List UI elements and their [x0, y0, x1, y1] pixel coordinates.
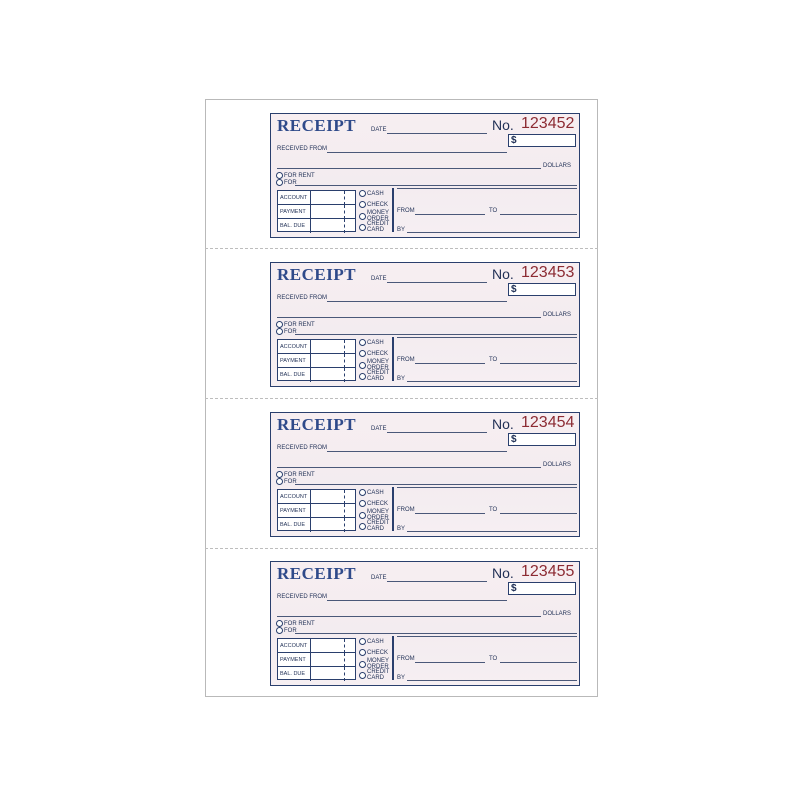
- money-order-radio[interactable]: [359, 213, 366, 220]
- for-rent-radio[interactable]: [276, 471, 283, 478]
- for-label: FOR: [284, 329, 297, 335]
- receipt-number: 123453: [521, 264, 575, 281]
- bal-due-row[interactable]: [278, 368, 355, 382]
- from-line[interactable]: [415, 214, 485, 215]
- receipt-title: RECEIPT: [277, 415, 357, 434]
- to-line[interactable]: [500, 662, 577, 663]
- for-label: FOR: [284, 479, 297, 485]
- cash-radio[interactable]: [359, 339, 366, 346]
- bal-due-row[interactable]: [278, 219, 355, 233]
- to-label: TO: [489, 357, 498, 363]
- bal-due-label: BAL. DUE: [280, 223, 306, 229]
- by-label: BY: [397, 227, 406, 233]
- upper-line: [397, 487, 577, 488]
- date-label: DATE: [371, 276, 387, 282]
- payment-row[interactable]: [278, 354, 355, 368]
- by-line[interactable]: [407, 531, 577, 532]
- dollar-sign: $: [511, 284, 517, 295]
- by-label: BY: [397, 526, 406, 532]
- dollars-line[interactable]: [277, 168, 541, 169]
- date-line[interactable]: [387, 581, 487, 582]
- from-line[interactable]: [415, 363, 485, 364]
- money-order-radio[interactable]: [359, 512, 366, 519]
- amount-field[interactable]: [508, 582, 576, 595]
- credit-card-radio[interactable]: [359, 672, 366, 679]
- to-line[interactable]: [500, 214, 577, 215]
- credit-card-radio[interactable]: [359, 224, 366, 231]
- dollars-label: DOLLARS: [543, 611, 572, 617]
- money-order-radio[interactable]: [359, 661, 366, 668]
- bal-due-label: BAL. DUE: [280, 522, 306, 528]
- date-label: DATE: [371, 575, 387, 581]
- check-label: CHECK: [367, 501, 389, 507]
- dollars-label: DOLLARS: [543, 163, 572, 169]
- dollars-label: DOLLARS: [543, 312, 572, 318]
- for-radio[interactable]: [276, 328, 283, 335]
- credit-card-label: CREDIT CARD: [367, 669, 390, 681]
- by-label: BY: [397, 376, 406, 382]
- check-radio[interactable]: [359, 350, 366, 357]
- check-radio[interactable]: [359, 201, 366, 208]
- cash-label: CASH: [367, 191, 384, 197]
- for-rent-radio[interactable]: [276, 620, 283, 627]
- for-label: FOR: [284, 180, 297, 186]
- by-line[interactable]: [407, 680, 577, 681]
- account-label: ACCOUNT: [280, 643, 308, 649]
- date-line[interactable]: [387, 133, 487, 134]
- received-from-label: RECEIVED FROM: [277, 445, 328, 451]
- receipt-number-label: No.: [492, 565, 514, 581]
- payment-row[interactable]: [278, 205, 355, 219]
- received-from-line[interactable]: [327, 600, 507, 601]
- dollars-line[interactable]: [277, 467, 541, 468]
- receipt-form: [270, 113, 580, 238]
- account-label: ACCOUNT: [280, 195, 308, 201]
- upper-line: [397, 337, 577, 338]
- to-line[interactable]: [500, 363, 577, 364]
- account-table: [277, 190, 356, 232]
- divider-bar: [392, 188, 394, 232]
- dollar-sign: $: [511, 135, 517, 146]
- received-from-line[interactable]: [327, 301, 507, 302]
- for-radio[interactable]: [276, 627, 283, 634]
- money-order-radio[interactable]: [359, 362, 366, 369]
- perforation-line: [205, 248, 598, 249]
- receipt-number: 123455: [521, 563, 575, 580]
- account-table: [277, 339, 356, 381]
- received-from-label: RECEIVED FROM: [277, 146, 328, 152]
- by-label: BY: [397, 675, 406, 681]
- bal-due-row[interactable]: [278, 518, 355, 532]
- to-line[interactable]: [500, 513, 577, 514]
- for-line[interactable]: [295, 484, 577, 485]
- for-line[interactable]: [295, 334, 577, 335]
- money-order-label: MONEY ORDER: [367, 509, 389, 521]
- payment-label: PAYMENT: [280, 209, 306, 215]
- receipt-form: [270, 412, 580, 537]
- cash-label: CASH: [367, 340, 384, 346]
- from-label: FROM: [397, 357, 415, 363]
- cash-radio[interactable]: [359, 638, 366, 645]
- payment-label: PAYMENT: [280, 508, 306, 514]
- bal-due-row[interactable]: [278, 667, 355, 681]
- account-table: [277, 489, 356, 531]
- for-radio[interactable]: [276, 179, 283, 186]
- amount-field[interactable]: [508, 433, 576, 446]
- from-label: FROM: [397, 208, 415, 214]
- for-rent-radio[interactable]: [276, 321, 283, 328]
- from-line[interactable]: [415, 662, 485, 663]
- date-label: DATE: [371, 426, 387, 432]
- account-row[interactable]: [278, 191, 355, 205]
- account-row[interactable]: [278, 490, 355, 504]
- date-line[interactable]: [387, 282, 487, 283]
- payment-label: PAYMENT: [280, 358, 306, 364]
- receipt-number-label: No.: [492, 416, 514, 432]
- credit-card-radio[interactable]: [359, 523, 366, 530]
- for-rent-label: FOR RENT: [284, 621, 315, 627]
- check-label: CHECK: [367, 650, 389, 656]
- cash-radio[interactable]: [359, 190, 366, 197]
- credit-card-radio[interactable]: [359, 373, 366, 380]
- dollars-line[interactable]: [277, 616, 541, 617]
- payment-row[interactable]: [278, 504, 355, 518]
- receipt-number: 123454: [521, 414, 575, 431]
- to-label: TO: [489, 507, 498, 513]
- from-line[interactable]: [415, 513, 485, 514]
- received-from-line[interactable]: [327, 152, 507, 153]
- for-rent-label: FOR RENT: [284, 173, 315, 179]
- account-row[interactable]: [278, 639, 355, 653]
- received-from-line[interactable]: [327, 451, 507, 452]
- receipt-number: 123452: [521, 115, 575, 132]
- for-line[interactable]: [295, 185, 577, 186]
- account-row[interactable]: [278, 340, 355, 354]
- perforation-line: [205, 398, 598, 399]
- for-rent-label: FOR RENT: [284, 472, 315, 478]
- bal-due-label: BAL. DUE: [280, 671, 306, 677]
- dollar-sign: $: [511, 434, 517, 445]
- dollar-sign: $: [511, 583, 517, 594]
- credit-card-label: CREDIT CARD: [367, 221, 390, 233]
- receipt-title: RECEIPT: [277, 564, 357, 583]
- for-rent-label: FOR RENT: [284, 322, 315, 328]
- cash-label: CASH: [367, 490, 384, 496]
- money-order-label: MONEY ORDER: [367, 210, 389, 222]
- receipt-form: [270, 262, 580, 387]
- cash-label: CASH: [367, 639, 384, 645]
- date-label: DATE: [371, 127, 387, 133]
- dollars-line[interactable]: [277, 317, 541, 318]
- upper-line: [397, 188, 577, 189]
- check-label: CHECK: [367, 351, 389, 357]
- money-order-label: MONEY ORDER: [367, 359, 389, 371]
- amount-field[interactable]: [508, 134, 576, 147]
- receipt-form: [270, 561, 580, 686]
- divider-bar: [392, 337, 394, 381]
- payment-label: PAYMENT: [280, 657, 306, 663]
- account-table: [277, 638, 356, 680]
- payment-row[interactable]: [278, 653, 355, 667]
- from-label: FROM: [397, 656, 415, 662]
- cash-radio[interactable]: [359, 489, 366, 496]
- received-from-label: RECEIVED FROM: [277, 594, 328, 600]
- receipt-title: RECEIPT: [277, 265, 357, 284]
- upper-line: [397, 636, 577, 637]
- by-line[interactable]: [407, 381, 577, 382]
- check-label: CHECK: [367, 202, 389, 208]
- for-rent-radio[interactable]: [276, 172, 283, 179]
- received-from-label: RECEIVED FROM: [277, 295, 328, 301]
- date-line[interactable]: [387, 432, 487, 433]
- receipt-number-label: No.: [492, 266, 514, 282]
- check-radio[interactable]: [359, 500, 366, 507]
- for-radio[interactable]: [276, 478, 283, 485]
- divider-bar: [392, 636, 394, 680]
- divider-bar: [392, 487, 394, 531]
- to-label: TO: [489, 656, 498, 662]
- for-line[interactable]: [295, 633, 577, 634]
- bal-due-label: BAL. DUE: [280, 372, 306, 378]
- check-radio[interactable]: [359, 649, 366, 656]
- money-order-label: MONEY ORDER: [367, 658, 389, 670]
- from-label: FROM: [397, 507, 415, 513]
- credit-card-label: CREDIT CARD: [367, 370, 390, 382]
- by-line[interactable]: [407, 232, 577, 233]
- for-label: FOR: [284, 628, 297, 634]
- amount-field[interactable]: [508, 283, 576, 296]
- account-label: ACCOUNT: [280, 344, 308, 350]
- receipt-title: RECEIPT: [277, 116, 357, 135]
- perforation-line: [205, 548, 598, 549]
- receipt-number-label: No.: [492, 117, 514, 133]
- dollars-label: DOLLARS: [543, 462, 572, 468]
- to-label: TO: [489, 208, 498, 214]
- credit-card-label: CREDIT CARD: [367, 520, 390, 532]
- account-label: ACCOUNT: [280, 494, 308, 500]
